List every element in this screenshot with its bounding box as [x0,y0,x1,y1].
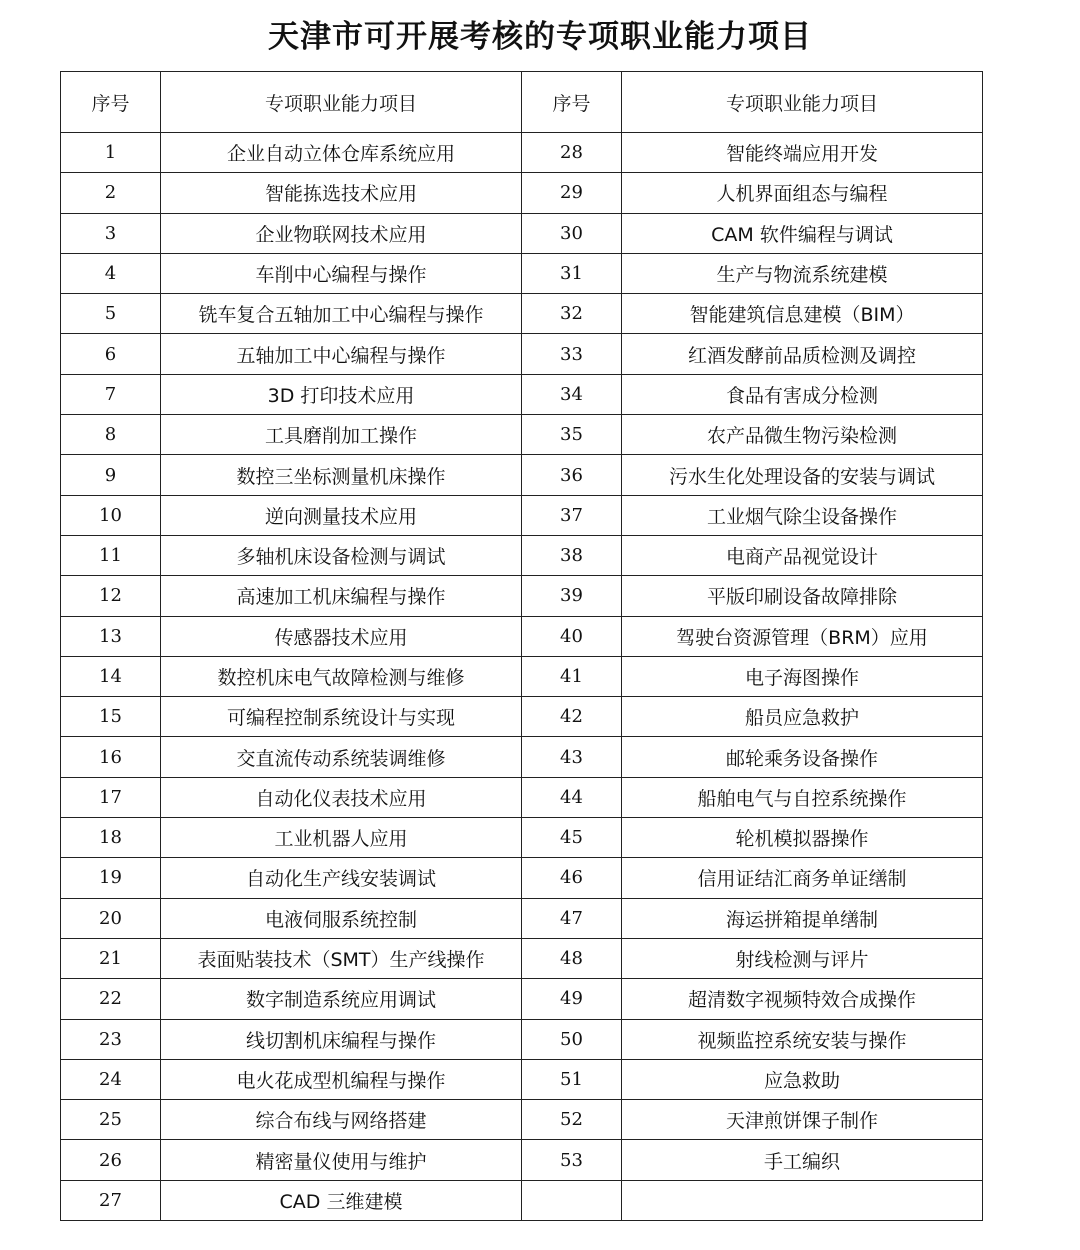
item-number-right: 34 [522,374,622,414]
item-number-right: 42 [522,697,622,737]
item-name-left: 精密量仪使用与维护 [161,1140,522,1180]
item-name-left: 企业自动立体仓库系统应用 [161,133,522,173]
table-header-row [61,72,983,133]
item-number-left: 20 [61,898,161,938]
item-name-right: 红酒发酵前品质检测及调控 [622,334,983,374]
item-name-right: 信用证结汇商务单证缮制 [622,858,983,898]
item-name-left: 高速加工机床编程与操作 [161,576,522,616]
item-name-right: 平版印刷设备故障排除 [622,576,983,616]
item-number-left: 7 [61,374,161,414]
item-number-right: 49 [522,979,622,1019]
item-number-left: 4 [61,253,161,293]
item-number-left: 10 [61,495,161,535]
item-name-right: 智能终端应用开发 [622,133,983,173]
item-number-right: 29 [522,173,622,213]
table-row [61,979,983,1019]
table-row [61,656,983,696]
item-name-right: 应急救助 [622,1059,983,1099]
item-number-right: 38 [522,535,622,575]
item-name-right: 手工编织 [622,1140,983,1180]
item-number-left: 6 [61,334,161,374]
table-row [61,818,983,858]
header-project-left: 专项职业能力项目 [161,72,522,133]
item-name-left: 交直流传动系统装调维修 [161,737,522,777]
item-name-left: 传感器技术应用 [161,616,522,656]
table-row [61,253,983,293]
item-number-left: 12 [61,576,161,616]
item-name-left: 自动化生产线安装调试 [161,858,522,898]
table-row [61,1100,983,1140]
header-index-right: 序号 [522,72,622,133]
item-number-right: 39 [522,576,622,616]
item-name-left: 车削中心编程与操作 [161,253,522,293]
table-row [61,173,983,213]
item-number-left: 16 [61,737,161,777]
item-name-right: 射线检测与评片 [622,938,983,978]
table-row [61,1180,983,1220]
item-number-left: 5 [61,294,161,334]
item-number-right: 30 [522,213,622,253]
table-row [61,697,983,737]
table-row [61,737,983,777]
item-name-left: 线切割机床编程与操作 [161,1019,522,1059]
item-name-left: 数字制造系统应用调试 [161,979,522,1019]
item-number-right: 48 [522,938,622,978]
item-name-left: 3D 打印技术应用 [161,374,522,414]
item-number-right: 41 [522,656,622,696]
table-row [61,576,983,616]
header-project-right: 专项职业能力项目 [622,72,983,133]
item-name-left: 铣车复合五轴加工中心编程与操作 [161,294,522,334]
item-name-left: 企业物联网技术应用 [161,213,522,253]
item-number-left: 17 [61,777,161,817]
item-name-right: 轮机模拟器操作 [622,818,983,858]
item-number-left: 2 [61,173,161,213]
item-name-left: 电液伺服系统控制 [161,898,522,938]
item-name-right: 超清数字视频特效合成操作 [622,979,983,1019]
table-row [61,858,983,898]
item-name-right: 智能建筑信息建模（BIM） [622,294,983,334]
item-name-left: 工业机器人应用 [161,818,522,858]
item-name-right [622,1180,983,1220]
item-number-right [522,1180,622,1220]
item-name-right: 船员应急救护 [622,697,983,737]
item-name-left: 多轴机床设备检测与调试 [161,535,522,575]
table-row [61,535,983,575]
table-row [61,616,983,656]
table-body [61,133,983,1221]
item-number-left: 9 [61,455,161,495]
item-name-right: 海运拼箱提单缮制 [622,898,983,938]
item-name-right: 船舶电气与自控系统操作 [622,777,983,817]
item-name-right: 电商产品视觉设计 [622,535,983,575]
item-name-left: 智能拣选技术应用 [161,173,522,213]
item-name-right: 人机界面组态与编程 [622,173,983,213]
table-row [61,374,983,414]
item-name-left: 电火花成型机编程与操作 [161,1059,522,1099]
item-number-right: 50 [522,1019,622,1059]
item-name-left: 综合布线与网络搭建 [161,1100,522,1140]
item-number-right: 40 [522,616,622,656]
item-number-right: 46 [522,858,622,898]
item-number-right: 47 [522,898,622,938]
item-name-right: 农产品微生物污染检测 [622,415,983,455]
item-name-left: 可编程控制系统设计与实现 [161,697,522,737]
table-row [61,898,983,938]
item-number-right: 45 [522,818,622,858]
item-number-left: 3 [61,213,161,253]
table-row [61,495,983,535]
item-number-right: 31 [522,253,622,293]
projects-table [60,71,983,1221]
item-name-left: CAD 三维建模 [161,1180,522,1220]
table-row [61,294,983,334]
item-number-left: 11 [61,535,161,575]
table-row [61,1059,983,1099]
item-number-left: 14 [61,656,161,696]
item-number-right: 28 [522,133,622,173]
table-row [61,777,983,817]
item-name-left: 表面贴装技术（SMT）生产线操作 [161,938,522,978]
item-number-right: 32 [522,294,622,334]
document-title: 天津市可开展考核的专项职业能力项目 [268,19,812,55]
table-row [61,334,983,374]
item-number-right: 51 [522,1059,622,1099]
item-number-left: 21 [61,938,161,978]
item-number-left: 23 [61,1019,161,1059]
item-name-left: 自动化仪表技术应用 [161,777,522,817]
item-number-left: 18 [61,818,161,858]
table-row [61,133,983,173]
table-row [61,938,983,978]
item-number-left: 15 [61,697,161,737]
item-name-right: 污水生化处理设备的安装与调试 [622,455,983,495]
item-number-left: 13 [61,616,161,656]
item-number-left: 22 [61,979,161,1019]
item-name-right: 驾驶台资源管理（BRM）应用 [622,616,983,656]
table-row [61,213,983,253]
item-number-right: 44 [522,777,622,817]
table-row [61,455,983,495]
item-number-left: 19 [61,858,161,898]
item-number-left: 27 [61,1180,161,1220]
item-name-left: 工具磨削加工操作 [161,415,522,455]
item-name-right: 工业烟气除尘设备操作 [622,495,983,535]
item-name-right: CAM 软件编程与调试 [622,213,983,253]
item-name-right: 生产与物流系统建模 [622,253,983,293]
item-name-right: 视频监控系统安装与操作 [622,1019,983,1059]
item-number-right: 43 [522,737,622,777]
item-name-right: 电子海图操作 [622,656,983,696]
item-number-left: 25 [61,1100,161,1140]
item-number-left: 26 [61,1140,161,1180]
item-number-left: 8 [61,415,161,455]
item-name-right: 食品有害成分检测 [622,374,983,414]
item-number-right: 35 [522,415,622,455]
item-number-left: 24 [61,1059,161,1099]
item-name-right: 天津煎饼馃子制作 [622,1100,983,1140]
item-name-right: 邮轮乘务设备操作 [622,737,983,777]
item-name-left: 数控机床电气故障检测与维修 [161,656,522,696]
item-number-right: 36 [522,455,622,495]
item-name-left: 数控三坐标测量机床操作 [161,455,522,495]
table-row [61,1140,983,1180]
item-number-left: 1 [61,133,161,173]
table-row [61,415,983,455]
item-number-right: 53 [522,1140,622,1180]
item-name-left: 五轴加工中心编程与操作 [161,334,522,374]
item-number-right: 37 [522,495,622,535]
header-index-left: 序号 [61,72,161,133]
item-number-right: 33 [522,334,622,374]
table-row [61,1019,983,1059]
item-name-left: 逆向测量技术应用 [161,495,522,535]
item-number-right: 52 [522,1100,622,1140]
